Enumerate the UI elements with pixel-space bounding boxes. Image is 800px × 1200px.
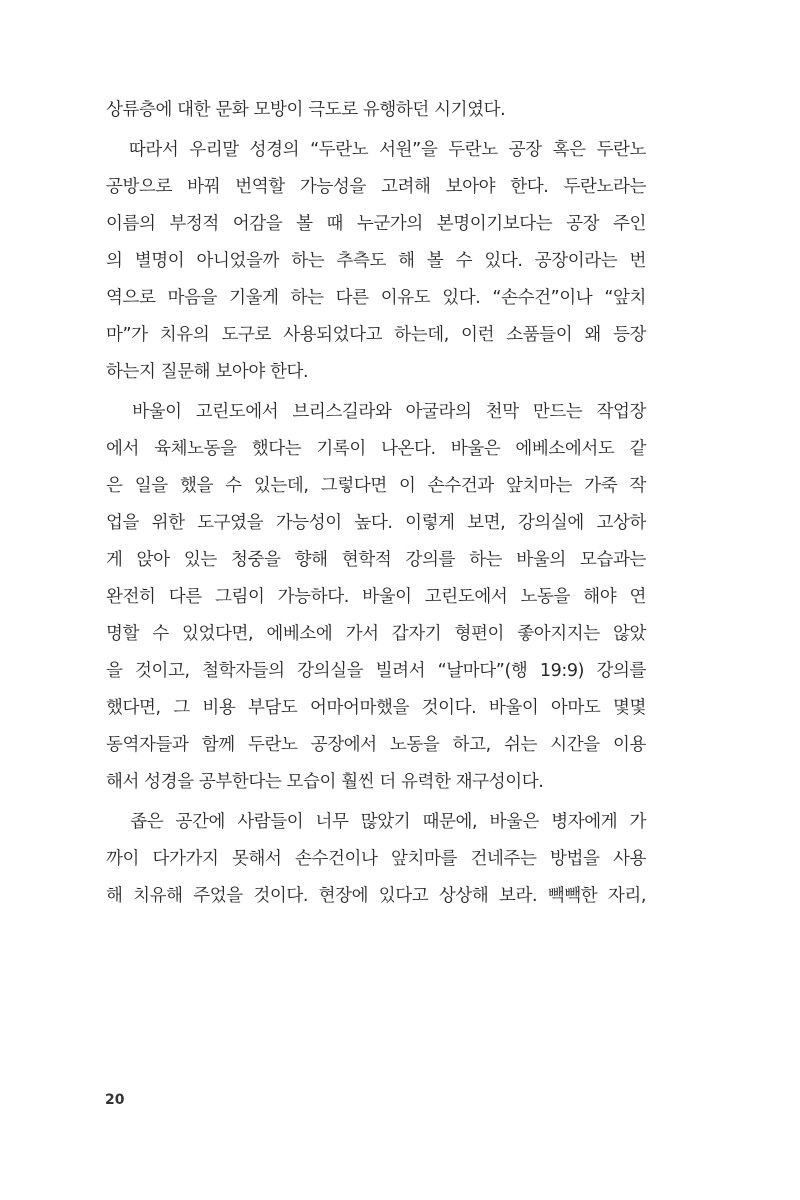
- text-line: 역으로 마음을 기울게 하는 다른 이유도 있다. “손수건”이나 “앞치: [106, 288, 646, 308]
- text-line: 은 일을 했을 수 있는데, 그렇다면 이 손수건과 앞치마는 가죽 작: [106, 476, 646, 496]
- text-line: 하는지 질문해 보아야 한다.: [106, 362, 309, 382]
- text-line: 마”가 치유의 도구로 사용되었다고 하는데, 이런 소품들이 왜 등장: [106, 325, 646, 345]
- page-number: 20: [105, 1092, 125, 1108]
- text-line: 게 앉아 있는 청중을 향해 현학적 강의를 하는 바울의 모습과는: [106, 550, 646, 570]
- text-line: 상류층에 대한 문화 모방이 극도로 유행하던 시기였다.: [106, 100, 506, 120]
- text-line: 이름의 부정적 어감을 볼 때 누군가의 본명이기보다는 공장 주인: [106, 214, 646, 234]
- text-line: 명할 수 있었다면, 에베소에 가서 갑자기 형편이 좋아지지는 않았: [106, 624, 646, 644]
- text-line: 의 별명이 아니었을까 하는 추측도 해 볼 수 있다. 공장이라는 번: [106, 251, 646, 271]
- text-line: 해 치유해 주었을 것이다. 현장에 있다고 상상해 보라. 빽빽한 자리,: [106, 886, 646, 906]
- text-line: 공방으로 바꿔 번역할 가능성을 고려해 보아야 한다. 두란노라는: [106, 177, 646, 197]
- page-body-text: [106, 92, 646, 915]
- text-line: 완전히 다른 그림이 가능하다. 바울이 고린도에서 노동을 해야 연: [106, 587, 646, 607]
- text-line: 바울이 고린도에서 브리스길라와 아굴라의 천막 만드는 작업장: [106, 402, 646, 422]
- text-line: 해서 성경을 공부한다는 모습이 훨씬 더 유력한 재구성이다.: [106, 772, 544, 792]
- text-line: 을 것이고, 철학자들의 강의실을 빌려서 “날마다”(행 19:9) 강의를: [106, 661, 646, 681]
- text-line: 에서 육체노동을 했다는 기록이 나온다. 바울은 에베소에서도 같: [106, 439, 646, 459]
- text-line: 따라서 우리말 성경의 “두란노 서원”을 두란노 공장 혹은 두란노: [106, 140, 646, 160]
- text-line: 했다면, 그 비용 부담도 어마어마했을 것이다. 바울이 아마도 몇몇: [106, 698, 646, 718]
- text-line: 동역자들과 함께 두란노 공장에서 노동을 하고, 쉬는 시간을 이용: [106, 735, 646, 755]
- text-line: 업을 위한 도구였을 가능성이 높다. 이렇게 보면, 강의실에 고상하: [106, 513, 646, 533]
- text-line: 까이 다가가지 못해서 손수건이나 앞치마를 건네주는 방법을 사용: [106, 849, 646, 869]
- text-line: 좁은 공간에 사람들이 너무 많았기 때문에, 바울은 병자에게 가: [106, 812, 646, 832]
